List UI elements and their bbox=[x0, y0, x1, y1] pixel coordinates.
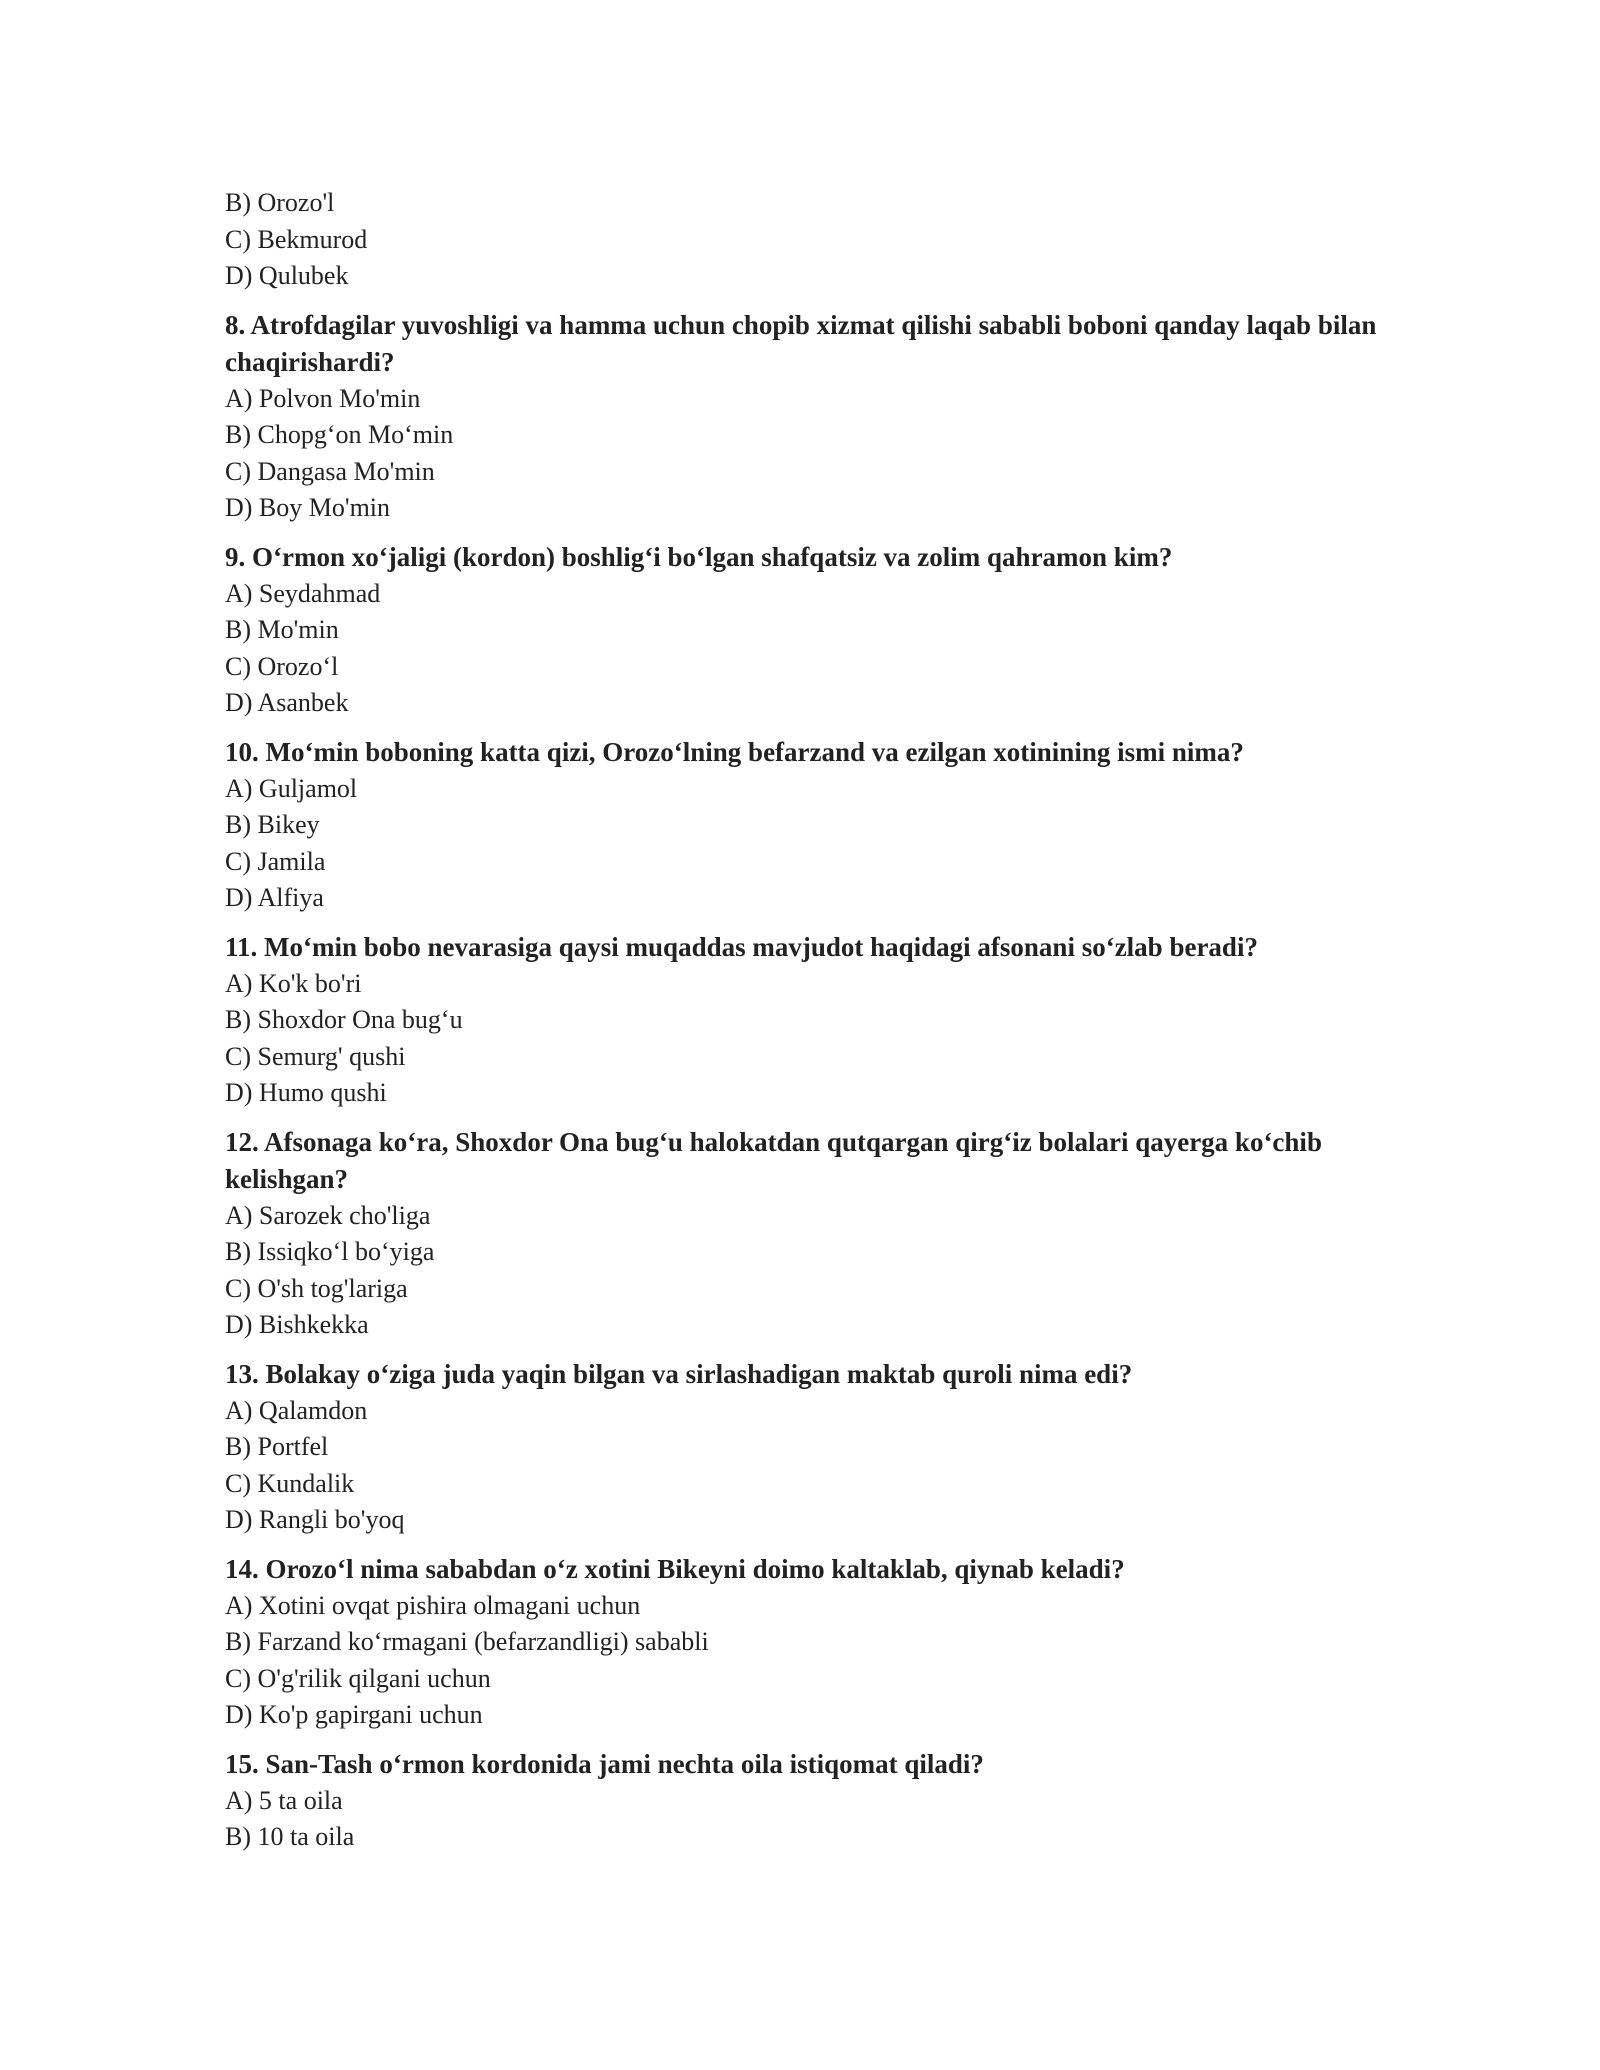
question-text: 14. Orozo‘l nima sababdan o‘z xotini Bikeyni doimo kaltaklab, qiynab keladi? bbox=[225, 1553, 1125, 1584]
question-text: 12. Afsonaga ko‘ra, Shoxdor Ona bug‘u halokatdan qutqargan qirg‘iz bolalari qayerga ko‘chib kelishgan? bbox=[225, 1126, 1322, 1194]
question-block-12 bbox=[225, 1124, 1405, 1344]
question-block-7-continued bbox=[225, 185, 1405, 295]
answer-option: C) Semurg' qushi bbox=[225, 1041, 406, 1071]
answer-option: C) Bekmurod bbox=[225, 224, 368, 254]
question-block-13 bbox=[225, 1356, 1405, 1539]
answer-option: D) Boy Mo'min bbox=[225, 493, 391, 522]
answer-option: A) Seydahmad bbox=[225, 578, 381, 608]
answer-option: B) Orozo'l bbox=[225, 188, 335, 217]
question-text: 10. Mo‘min boboning katta qizi, Orozo‘lning befarzand va ezilgan xotinining ismi nima? bbox=[225, 736, 1244, 767]
answer-option: A) Guljamol bbox=[225, 773, 358, 803]
answer-option: D) Qulubek bbox=[225, 261, 349, 290]
answer-option: A) Ko'k bo'ri bbox=[225, 968, 362, 998]
answer-option: B) Mo'min bbox=[225, 615, 339, 644]
question-text: 8. Atrofdagilar yuvoshligi va hamma uchun chopib xizmat qilishi sababli boboni qanday laqab bilan chaqirishardi? bbox=[225, 309, 1377, 377]
answer-option: B) 10 ta oila bbox=[225, 1822, 355, 1851]
answer-option: B) Shoxdor Ona bug‘u bbox=[225, 1005, 463, 1034]
answer-option: D) Rangli bo'yoq bbox=[225, 1505, 405, 1534]
quiz-content bbox=[225, 185, 1405, 1856]
answer-option: C) Kundalik bbox=[225, 1468, 355, 1498]
question-text: 9. O‘rmon xo‘jaligi (kordon) boshlig‘i bo‘lgan shafqatsiz va zolim qahramon kim? bbox=[225, 541, 1173, 572]
answer-option: C) Dangasa Mo'min bbox=[225, 456, 435, 486]
answer-option: C) O'g'rilik qilgani uchun bbox=[225, 1663, 491, 1693]
answer-option: C) Orozo‘l bbox=[225, 651, 339, 681]
answer-option: A) 5 ta oila bbox=[225, 1785, 343, 1815]
answer-option: D) Asanbek bbox=[225, 688, 349, 717]
answer-option: A) Polvon Mo'min bbox=[225, 383, 421, 413]
answer-option: A) Sarozek cho'liga bbox=[225, 1200, 431, 1230]
answer-option: D) Ko'p gapirgani uchun bbox=[225, 1700, 483, 1729]
answer-option: B) Issiqko‘l bo‘yiga bbox=[225, 1237, 435, 1266]
question-text: 15. San-Tash o‘rmon kordonida jami nechta oila istiqomat qiladi? bbox=[225, 1748, 984, 1779]
answer-option: C) O'sh tog'lariga bbox=[225, 1273, 408, 1303]
question-block-9 bbox=[225, 539, 1405, 722]
answer-option: B) Portfel bbox=[225, 1432, 329, 1461]
question-block-14 bbox=[225, 1551, 1405, 1734]
answer-option: B) Bikey bbox=[225, 810, 320, 839]
question-block-15 bbox=[225, 1746, 1405, 1856]
question-text: 13. Bolakay o‘ziga juda yaqin bilgan va sirlashadigan maktab quroli nima edi? bbox=[225, 1358, 1133, 1389]
answer-option: A) Qalamdon bbox=[225, 1395, 368, 1425]
answer-option: B) Chopg‘on Mo‘min bbox=[225, 420, 454, 449]
answer-option: C) Jamila bbox=[225, 846, 326, 876]
answer-option: D) Humo qushi bbox=[225, 1078, 387, 1107]
answer-option: B) Farzand ko‘rmagani (befarzandligi) sababli bbox=[225, 1627, 709, 1656]
answer-option: D) Bishkekka bbox=[225, 1310, 369, 1339]
question-block-10 bbox=[225, 734, 1405, 917]
answer-option: A) Xotini ovqat pishira olmagani uchun bbox=[225, 1590, 641, 1620]
question-block-11 bbox=[225, 929, 1405, 1112]
answer-option: D) Alfiya bbox=[225, 883, 324, 912]
question-block-8 bbox=[225, 307, 1405, 527]
question-text: 11. Mo‘min bobo nevarasiga qaysi muqaddas mavjudot haqidagi afsonani so‘zlab beradi? bbox=[225, 931, 1258, 962]
